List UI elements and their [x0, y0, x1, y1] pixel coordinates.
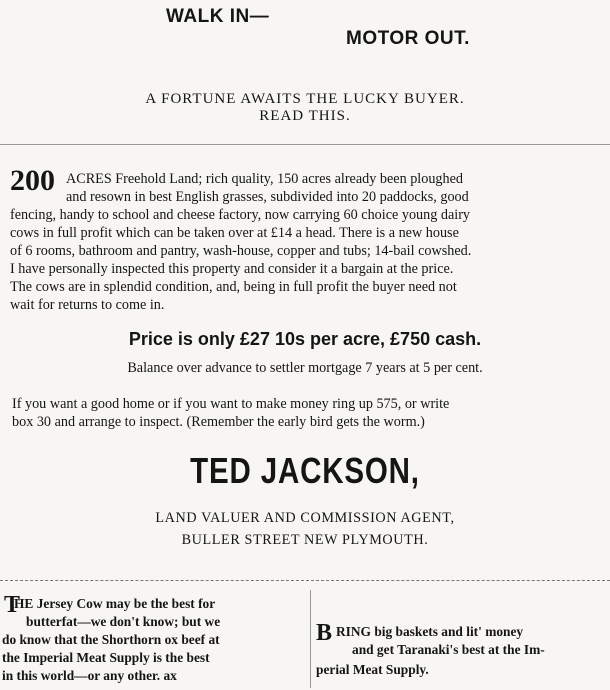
jersey-ad-line: HE Jersey Cow may be the best for	[14, 596, 216, 611]
read-this-headline: READ THIS.	[259, 108, 351, 124]
balance-line: Balance over advance to settler mortgage 7 years at 5 per cent.	[127, 360, 483, 376]
jersey-ad-line: butterfat—we don't know; but we	[26, 614, 221, 629]
listing-line: wait for returns to come in.	[10, 297, 165, 313]
listing-line: I have personally inspected this property and consider it a bargain at the price.	[10, 261, 454, 277]
acreage-number: 200	[10, 164, 55, 197]
contact-line: box 30 and arrange to inspect. (Remember the early bird gets the worm.)	[12, 414, 425, 430]
divider-top	[0, 144, 610, 145]
fortune-headline: A FORTUNE AWAITS THE LUCKY BUYER.	[145, 91, 465, 107]
jersey-ad-line: do know that the Shorthorn ox beef at	[2, 632, 220, 647]
bring-ad-line: perial Meat Supply.	[316, 662, 429, 677]
bring-drop-cap: B	[316, 620, 333, 646]
listing-line: and resown in best English grasses, subdivided into 20 paddocks, good	[66, 189, 469, 205]
divider-middle	[0, 580, 610, 581]
column-divider	[310, 590, 311, 688]
jersey-drop-cap: T	[4, 592, 21, 618]
agent-name: TED JACKSON,	[190, 450, 420, 491]
price-line: Price is only £27 10s per acre, £750 cash.	[128, 329, 482, 349]
listing-line: The cows are in splendid condition, and, being in full profit the buyer need not	[10, 279, 457, 295]
motor-out-heading: MOTOR OUT.	[346, 28, 470, 49]
jersey-ad-line: the Imperial Meat Supply is the best	[2, 650, 210, 665]
listing-line: ACRES Freehold Land; rich quality, 150 acres already been ploughed	[66, 171, 464, 187]
listing-line: fencing, handy to school and cheese factory, now carrying 60 choice young dairy	[10, 207, 471, 223]
jersey-ad-line: in this world—or any other. ax	[2, 668, 177, 683]
agent-address: BULLER STREET NEW PLYMOUTH.	[181, 532, 429, 548]
agent-title: LAND VALUER AND COMMISSION AGENT,	[155, 510, 455, 526]
listing-line: of 6 rooms, bathroom and pantry, wash-house, copper and tubs; 14-bail cowshed.	[10, 243, 472, 259]
walk-in-heading: WALK IN—	[166, 6, 270, 27]
listing-line: cows in full profit which can be taken over at £14 a head. There is a new house	[10, 225, 459, 241]
contact-line: If you want a good home or if you want to make money ring up 575, or write	[12, 396, 450, 412]
bring-ad-line: RING big baskets and lit' money	[336, 624, 524, 639]
bring-ad-line: and get Taranaki's best at the Im-	[352, 642, 545, 657]
